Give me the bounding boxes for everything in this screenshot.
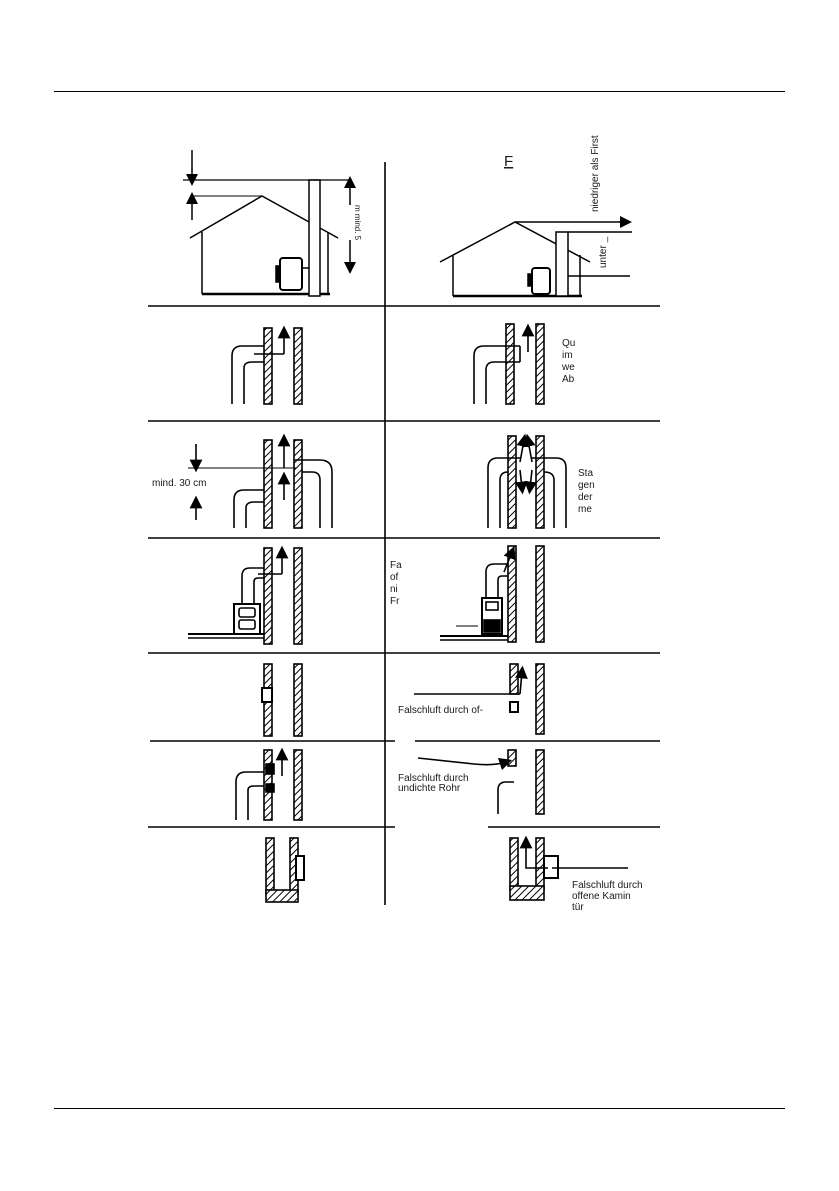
panel-1-left-house [183, 150, 350, 296]
panel-3-right-opposite-connections [488, 436, 566, 528]
panel-3-left-two-connections [188, 440, 332, 528]
panel-5-right-text: Falschluft durch of- [398, 705, 484, 716]
panel-6-left-connection [236, 750, 302, 820]
panel-5-right-chimney [414, 664, 544, 734]
panel-3-right-text: Sta gen der me [578, 468, 595, 515]
panel-4-left-stove [188, 548, 302, 644]
panel-1-left-label: m mind. 5 [353, 205, 362, 241]
panel-6-right-text: Falschluft durch undichte Rohr [398, 773, 469, 794]
panel-7-left-chimney-base [266, 838, 304, 902]
panel-2-right-text: Qu im we Ab [562, 338, 576, 385]
panel-1-right-label-mid: unter _ [598, 236, 609, 268]
panel-7-right-text: Falschluft durch offene Kamin tür [572, 880, 643, 913]
panel-1-right-title: F [504, 153, 514, 170]
panel-4-right-stove [440, 546, 544, 642]
panel-1-right-label-top: niedriger als First [590, 135, 601, 212]
panel-2-right-connection [474, 324, 544, 404]
panel-4-middle-text: Fa of ni Fr [390, 560, 402, 607]
panel-5-left-chimney [262, 664, 302, 736]
panel-2-left-connection [232, 328, 302, 404]
panel-3-left-label: mind. 30 cm [152, 478, 207, 489]
